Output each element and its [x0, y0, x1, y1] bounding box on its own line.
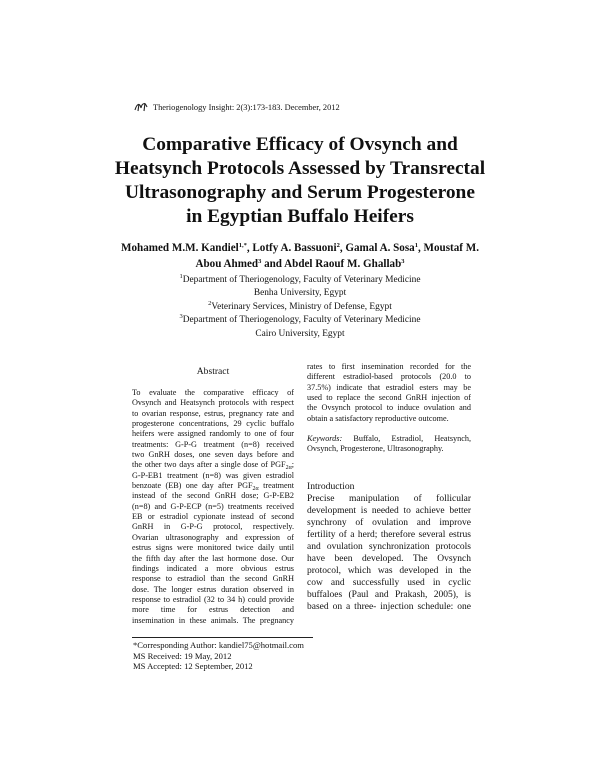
intro-line: cow and successfully used in cyclic — [307, 578, 471, 589]
abstract-line: insemination in these animals. The pregnancy — [132, 615, 294, 625]
intro-line: based on a three- injection schedule: one — [307, 602, 471, 613]
author-sup: 3 — [258, 258, 262, 265]
affil-sup: 3 — [179, 313, 183, 321]
received-date: MS Received: 19 May, 2012 — [133, 650, 232, 661]
affil-line: Department of Theriogenology, Faculty of Veterinary Medicine — [182, 315, 421, 326]
abstract-line: more time for estrus detection and — [132, 605, 294, 615]
abstract-line: EB or estradiol cypionate instead of second — [132, 512, 294, 522]
keywords-text: Buffalo, Estradiol, Heatsynch, — [342, 434, 471, 443]
abstract-line: the fifth day after the last hormone dose. Our — [132, 553, 294, 563]
footnotes — [133, 640, 304, 672]
author-sup: 3 — [401, 258, 405, 265]
affiliations — [60, 274, 540, 341]
corresponding-author: *Corresponding Author: kandiel75@hotmail.com — [133, 640, 304, 650]
abstract-line: progesterone concentrations, 29 cyclic buffalo — [132, 419, 294, 429]
affil-line: Cairo University, Egypt — [255, 328, 345, 339]
abstract-line: different estradiol-based protocols (20.0 to — [307, 372, 471, 382]
abstract-line: rates to first insemination recorded for the — [307, 362, 471, 371]
abstract-line: 37.5%) indicate that estradiol esters may be — [307, 382, 471, 392]
abstract-line: used to replace the second GnRH injection of — [307, 393, 471, 403]
abstract-line: obtain a satisfactory reproductive outcome. — [307, 413, 449, 423]
accepted-date: MS Accepted: 12 September, 2012 — [133, 661, 253, 672]
abstract-line: two GnRH doses, one seven days before and — [132, 450, 294, 460]
abstract-line: GnRH in G-P-G protocol, respectively. — [132, 522, 294, 532]
title-line: Ultrasonography and Serum Progesterone — [125, 182, 475, 203]
abstract-body — [132, 388, 294, 626]
affil-sup: 1 — [179, 273, 183, 280]
abstract-line: (n=8) and G-P-ECP (n=5) treatments received — [132, 501, 294, 511]
abstract-text: ; — [291, 460, 294, 470]
affil-line: Department of Theriogenology, Faculty of Veterinary Medicine — [182, 275, 421, 285]
intro-line: protocol, which was developed in the — [307, 566, 471, 577]
author-name: , Moustaf M. — [417, 242, 479, 254]
author-sup: 1,* — [238, 242, 247, 249]
abstract-line: instead of the second GnRH dose; G-P-EB2 — [132, 491, 294, 501]
author-name: Mohamed M.M. Kandiel — [121, 242, 239, 254]
abstract-line-pgf — [132, 460, 294, 470]
introduction-heading: Introduction — [307, 481, 355, 492]
abstract-line: findings indicated a more obvious estrus — [132, 563, 294, 573]
author-sup: 2 — [336, 242, 340, 249]
affil-line: Benha University, Egypt — [253, 288, 347, 299]
author-name: Abou Ahmed — [195, 258, 259, 270]
abstract-continuation — [307, 362, 471, 424]
affil-line: Veterinary Services, Ministry of Defense, Egypt — [211, 301, 392, 312]
abstract-line: response to estradiol (32 to 34 h) could provide — [132, 594, 294, 604]
abstract-line: estrus signs were monitored twice daily until — [132, 543, 294, 553]
paper-title — [60, 133, 540, 229]
intro-line: and ovulation synchronization protocols — [307, 542, 471, 553]
intro-line: development is needed to achieve better — [307, 506, 471, 517]
abstract-line: dose. The longer estrus duration observed in — [132, 584, 294, 594]
abstract-line: response to estradiol than the second GnRH — [132, 574, 294, 584]
abstract-line: To evaluate the comparative efficacy of — [132, 388, 294, 397]
abstract-line: the Ovsynch protocol to induce ovulation and — [307, 403, 471, 413]
author-name: , Gamal A. Sosa — [339, 242, 415, 254]
author-name: , Lotfy A. Bassuoni — [246, 242, 337, 254]
author-list — [60, 240, 540, 272]
affil-sup: 2 — [208, 299, 212, 307]
title-line: Comparative Efficacy of Ovsynch and — [142, 134, 458, 155]
intro-line: synchrony of ovulation and improve — [307, 518, 471, 529]
abstract-line-pgf — [132, 481, 294, 491]
pgf-subscript: 2α — [252, 486, 259, 493]
abstract-line: treatments: G-P-G treatment (n=8) received — [132, 439, 294, 449]
keywords — [307, 434, 471, 455]
intro-line: fertility of a herd; therefore several estrus — [307, 530, 471, 541]
journal-logo-icon — [133, 100, 151, 113]
keywords-label: Keywords: — [307, 434, 343, 443]
intro-line: have been developed. The Ovsynch — [307, 554, 471, 565]
pgf-subscript: 2α — [285, 465, 292, 472]
intro-line: Precise manipulation of follicular — [307, 494, 471, 504]
author-name: and Abdel Raouf M. Ghallab — [261, 258, 402, 270]
abstract-text: the other two days after a single dose of PGF — [132, 460, 286, 470]
keywords-text: Ovsynch, Progesterone, Ultrasonography. — [307, 444, 444, 454]
abstract-text: benzoate (EB) one day after PGF — [132, 481, 253, 491]
abstract-heading: Abstract — [196, 366, 230, 377]
footnote-divider — [132, 637, 313, 638]
abstract-text: treatment — [258, 481, 294, 491]
abstract-line: Ovsynch and Heatsynch protocols with respect — [132, 398, 294, 408]
intro-line: buffaloes (Paul and Prakash, 2005), is — [307, 590, 471, 601]
introduction-body — [307, 493, 471, 613]
author-sup: 1 — [414, 242, 418, 249]
abstract-line: to ovarian response, estrus, pregnancy rate and — [132, 408, 294, 418]
title-line: Heatsynch Protocols Assessed by Transrectal — [114, 158, 486, 179]
abstract-line: heifers were assigned randomly to one of four — [132, 429, 294, 439]
abstract-line: Ovarian ultrasonography and expression of — [132, 532, 294, 542]
abstract-line: G-P-EB1 treatment (n=8) was given estradiol — [132, 470, 294, 480]
journal-citation: Theriogenology Insight: 2(3):173-183. December, 2012 — [153, 103, 340, 112]
title-line: in Egyptian Buffalo Heifers — [186, 206, 414, 227]
